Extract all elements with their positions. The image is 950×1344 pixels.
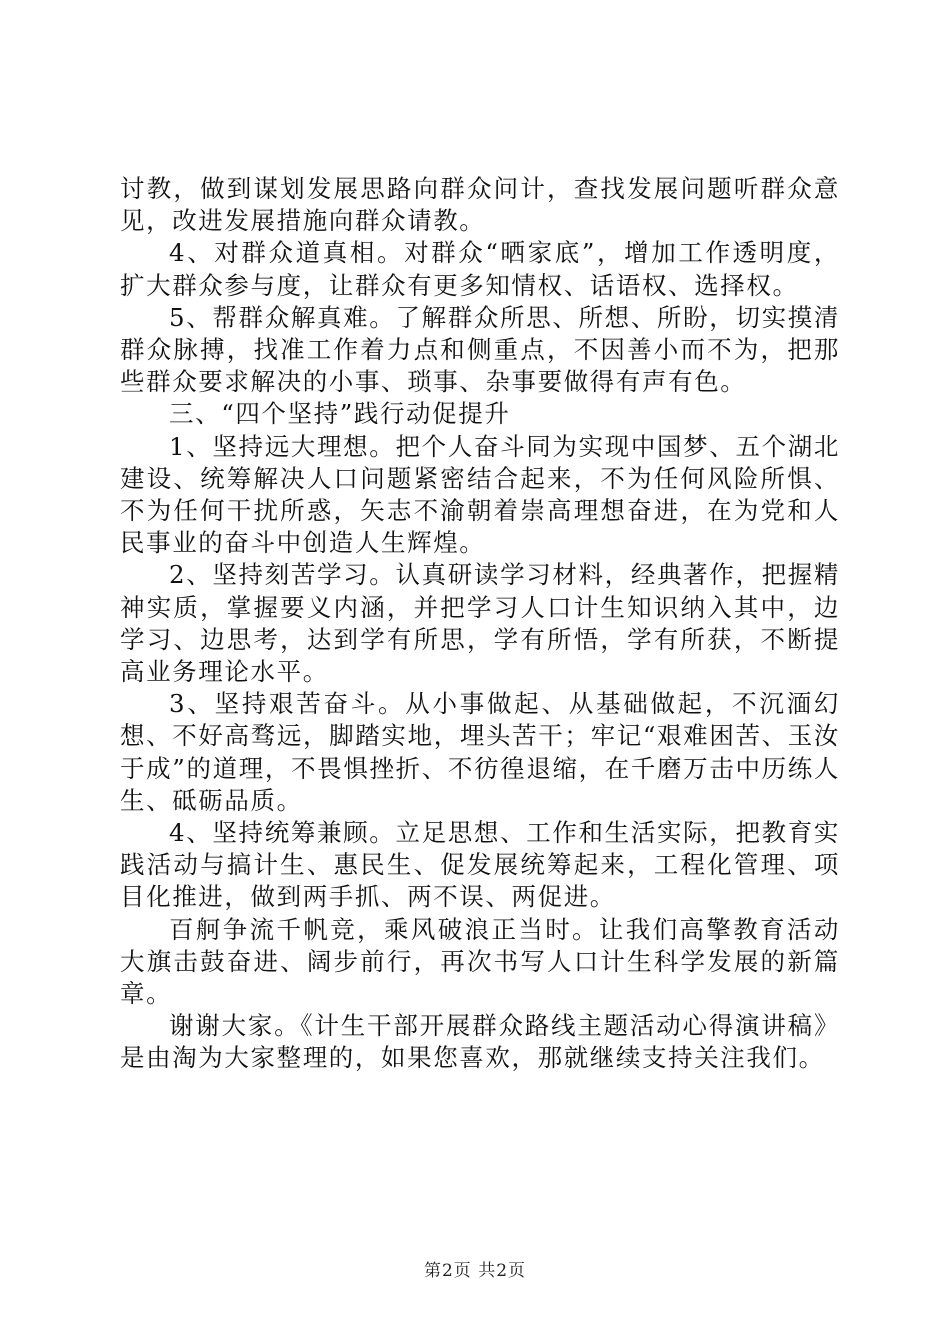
paragraph-item-4: 4、对群众道真相。对群众“晒家底”，增加工作透明度，扩大群众参与度，让群众有更多知情权、话语权、选择权。 [120,238,840,300]
paragraph-thanks: 谢谢大家。《计生干部开展群众路线主题活动心得演讲稿》是由淘为大家整理的，如果您喜欢，那就继续支持关注我们。 [120,1011,840,1073]
paragraph-continuation: 讨教，做到谋划发展思路向群众问计，查找发展问题听群众意见，改进发展措施向群众请教。 [120,174,840,236]
paragraph-persist-3: 3、坚持艰苦奋斗。从小事做起、从基础做起，不沉湎幻想、不好高骛远，脚踏实地，埋头苦干；牢记“艰难困苦、玉汝于成”的道理，不畏惧挫折、不彷徨退缩，在千磨万击中历练人生、砥砺品质。 [120,689,840,815]
paragraph-closing: 百舸争流千帆竞，乘风破浪正当时。让我们高擎教育活动大旗击鼓奋进、阔步前行，再次书写人口计生科学发展的新篇章。 [120,914,840,1009]
paragraph-persist-1: 1、坚持远大理想。把个人奋斗同为实现中国梦、五个湖北建设、统筹解决人口问题紧密结合起来，不为任何风险所惧、不为任何干扰所惑，矢志不渝朝着崇高理想奋进，在为党和人民事业的奋斗中创造人生辉煌。 [120,431,840,558]
page-number-footer: 第2页 共2页 [423,1261,527,1281]
document-body [120,173,840,1075]
section-heading: 三、“四个坚持”践行动促提升 [169,399,511,429]
paragraph-item-5: 5、帮群众解真难。了解群众所思、所想、所盼，切实摸清群众脉搏，找准工作着力点和侧重点，不因善小而不为，把那些群众要求解决的小事、琐事、杂事要做得有声有色。 [120,302,840,397]
paragraph-persist-2: 2、坚持刻苦学习。认真研读学习材料，经典著作，把握精神实质，掌握要义内涵，并把学习人口计生知识纳入其中，边学习、边思考，达到学有所思，学有所悟，学有所获，不断提高业务理论水平。 [120,560,840,687]
paragraph-persist-4: 4、坚持统筹兼顾。立足思想、工作和生活实际，把教育实践活动与搞计生、惠民生、促发展统筹起来，工程化管理、项目化推进，做到两手抓、两不误、两促进。 [120,818,840,912]
